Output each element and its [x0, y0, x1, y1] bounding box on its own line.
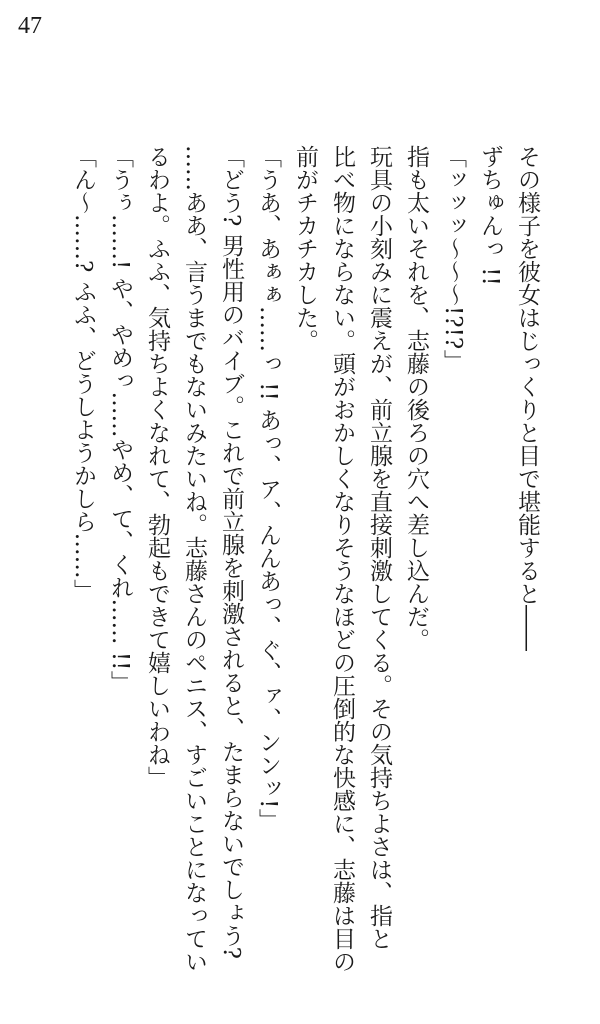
text-line: 「うぅ……! や、やめっ……やめ、て、くれ…… !!」 [107, 145, 133, 694]
text-line: 玩具の小刻みに震えが、前立腺を直接刺激してくる。その気持ちよさは、指と [366, 145, 392, 950]
novel-text-body [64, 145, 545, 1005]
text-line: ……ああ、言うまでもないみたいね。志藤さんのペニス、すごいことになってい [181, 145, 207, 973]
page-number: 47 [18, 13, 42, 39]
text-line: 「ん〜……? ふふ、どうしようかしら……」 [70, 145, 96, 602]
text-line: 「ッッッ〜〜〜!?!?」 [440, 145, 466, 373]
text-line: るわよ。ふふ、気持ちよくなれて、勃起もできて嬉しいわね」 [144, 145, 170, 789]
text-line: 指も太いそれを、志藤の後ろの穴へ差し込んだ。 [403, 145, 429, 651]
text-line: 比べ物にならない。頭がおかしくなりそうなほどの圧倒的な快感に、志藤は目の [329, 145, 355, 973]
text-line: ずちゅんっ !! [477, 145, 503, 286]
text-line: 前がチカチカした。 [292, 145, 318, 352]
text-line: 「どう? 男性用のバイブ。これで前立腺を刺激されると、たまらないでしょう? [218, 145, 244, 959]
text-line: その様子を彼女はじっくりと目で堪能すると―― [514, 145, 540, 651]
text-line: 「うあ、あぁぁ……っ !! あっ、ア、んんあっ、ぐ、ァ、ンンッ!」 [255, 145, 281, 832]
